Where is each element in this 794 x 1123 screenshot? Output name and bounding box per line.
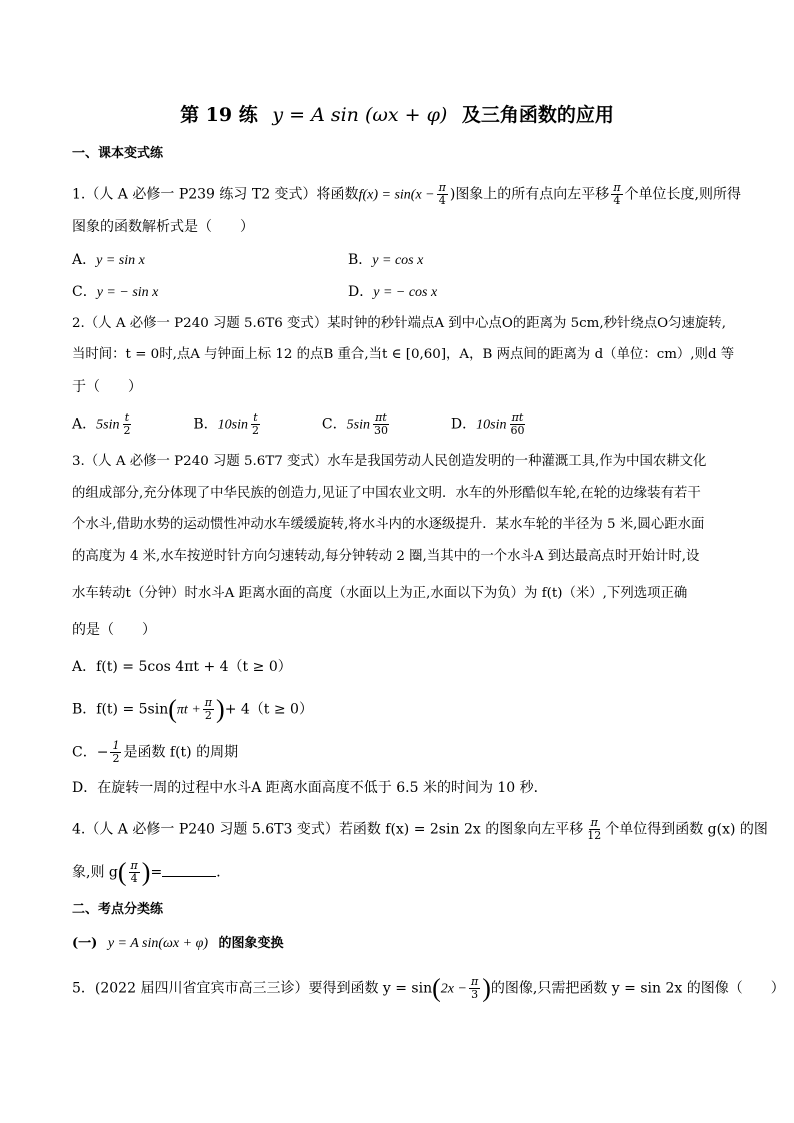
question-2-line-1: 2.（人 A 必修一 P240 习题 5.6T6 变式）某时钟的秒针端点A 到中心点O的距离为 5cm,秒针绕点O匀速旋转, [72,316,726,331]
question-3-line-5: 水车转动t（分钟）时水斗A 距离水面的高度（水面以上为正,水面以下为负）为 f(t)（米）,下列选项正确 [72,586,688,601]
answer-blank[interactable] [162,876,216,877]
question-2-options: A．5sin $\frac{t}{2}$ B．10sin $\frac{t}{2}$ C．5sin $\frac{\pi t}{30}$ D．10sin $\frac{\pi t}{60}$ [72,411,525,437]
question-1-option-b: B．y = cos x [348,252,424,268]
question-4-line-2: 象,则 g( $\frac{\pi}{4}$ )= ． [72,857,231,887]
section-heading-1: 一、课本变式练 [72,146,164,161]
question-3-option-b: B．f(t) = 5sin(πt + $\frac{\pi}{2}$ )+ 4（t ≥ 0） [72,694,313,724]
question-1-line-2: 图象的函数解析式是（ ） [72,219,254,235]
subsection-heading-1: (一) y = A sin(ωx + φ) 的图象变换 [72,936,284,951]
section-heading-2: 二、考点分类练 [72,902,164,917]
fraction: $\frac{\pi}{4}$ [613,181,621,207]
title-formula: y = A sin (ωx + φ) [272,104,448,126]
question-4-line-1: 4.（人 A 必修一 P240 习题 5.6T3 变式）若函数 f(x) = 2sin 2x 的图象向左平移 $\frac{\pi}{12}$ 个单位得到函数 g(x) 的图 [72,816,768,842]
question-2-line-3: 于（ ） [72,379,142,395]
question-3-option-d: D．在旋转一周的过程中水斗A 距离水面高度不低于 6.5 米的时间为 10 秒． [72,780,548,796]
question-5-line-1: 5．(2022 届四川省宜宾市高三三诊）要得到函数 y = sin(2x − $\frac{\pi}{3}$ )的图像,只需把函数 y = sin 2x 的图像（ ） [72,973,785,1003]
question-1-option-d: D．y = − cos x [348,284,438,300]
question-1-option-a: A．y = sin x [72,252,145,268]
question-2-line-2: 当时间：t = 0时,点A 与钟面上标 12 的点B 重合,当t ∈ [0,60]，A，B 两点间的距离为 d（单位：cm）,则d 等 [72,347,735,362]
question-3-line-2: 的组成部分,充分体现了中华民族的创造力,见证了中国农业文明．水车的外形酷似车轮,在轮的边缘装有若干 [72,486,701,501]
question-1-line-1: 1.（人 A 必修一 P239 练习 T2 变式）将函数f(x) = sin(x − $\frac{\pi}{4}$ )图象上的所有点向左平移 $\frac{\pi}{4}$ 个单位长度,则所得 [72,181,741,207]
question-1-option-c: C．y = − sin x [72,284,159,300]
question-3-line-4: 的高度为 4 米,水车按逆时针方向匀速转动,每分钟转动 2 圈,当其中的一个水斗A 到达最高点时开始计时,设 [72,549,700,564]
question-3-option-a: A．f(t) = 5cos 4πt + 4（t ≥ 0） [72,659,292,675]
question-3-line-1: 3.（人 A 必修一 P240 习题 5.6T7 变式）水车是我国劳动人民创造发明的一种灌溉工具,作为中国农耕文化 [72,454,707,469]
question-3-line-3: 个水斗,借助水势的运动惯性冲动水车缓缓旋转,将水斗内的水逐级提升．某水车轮的半径为 5 米,圆心距水面 [72,517,705,532]
question-3-line-6: 的是（ ） [72,622,156,638]
page-title: 第 19 练 y = A sin (ωx + φ) 及三角函数的应用 [180,104,614,126]
fraction: $\frac{\pi}{4}$ [438,181,446,207]
question-3-option-c: C．− $\frac{1}{2}$ 是函数 f(t) 的周期 [72,739,239,765]
